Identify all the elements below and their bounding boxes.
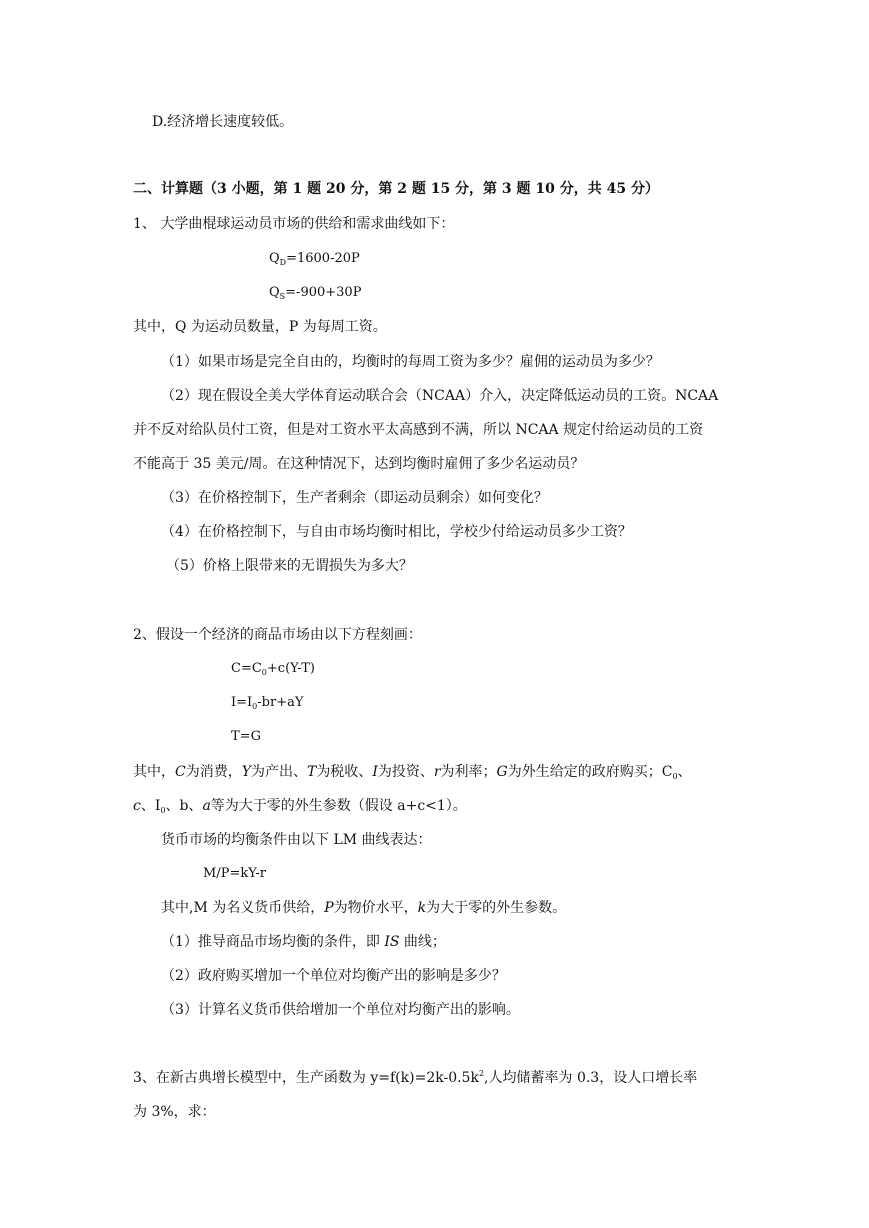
q2-consumption-eq: $C=C_0+c(Y-T)$ xyxy=(231,661,315,677)
q2-part3: （3）计算名义货币供给增加一个单位对均衡产出的影响。 xyxy=(161,1002,520,1018)
q2-tax-eq: T=G xyxy=(231,729,261,744)
option-d: D.经济增长速度较低。 xyxy=(152,114,294,130)
q1-intro: 1、 大学曲棍球运动员市场的供给和需求曲线如下： xyxy=(133,216,455,232)
q1-supply-eq: $Q_S=-900+30P$ xyxy=(269,285,362,301)
q1-part3: （3）在价格控制下，生产者剩余（即运动员剩余）如何变化？ xyxy=(161,490,548,506)
q2-money-market: 货币市场的均衡条件由以下 LM 曲线表达： xyxy=(161,832,432,848)
q2-where-line1: 其中，C为消费，Y为产出、T为税收、I为投资、r为利率；G为外生给定的政府购买；$C_0$、 xyxy=(133,764,692,781)
q2-investment-eq: $I=I_0-br+aY$ xyxy=(231,695,304,711)
q1-part1: （1）如果市场是完全自由的，均衡时的每周工资为多少？雇佣的运动员为多少？ xyxy=(161,354,660,370)
q2-part2: （2）政府购买增加一个单位对均衡产出的影响是多少？ xyxy=(161,968,506,984)
q1-part2-line1: （2）现在假设全美大学体育运动联合会（NCAA）介入，决定降低运动员的工资。NCAA xyxy=(161,388,719,404)
q2-where-line2: c、$I_0$、b、a等为大于零的外生参数（假设 a+c<1）。 xyxy=(133,798,467,815)
q1-part2-line3: 不能高于 35 美元/周。在这种情况下，达到均衡时雇佣了多少名运动员？ xyxy=(133,456,585,472)
q1-where: 其中，Q 为运动员数量，P 为每周工资。 xyxy=(133,319,387,335)
q2-where-line3: 其中,M 为名义货币供给，P为物价水平，k为大于零的外生参数。 xyxy=(161,900,567,916)
section-heading: 二、计算题（3 小题，第 1 题 20 分，第 2 题 15 分，第 3 题 10 分，共 45 分） xyxy=(133,181,660,197)
q1-part5: （5）价格上限带来的无谓损失为多大？ xyxy=(166,558,413,574)
q2-part1: （1）推导商品市场均衡的条件，即 IS 曲线； xyxy=(161,934,446,950)
q1-part4: （4）在价格控制下，与自由市场均衡时相比，学校少付给运动员多少工资？ xyxy=(161,524,632,540)
q2-intro: 2、假设一个经济的商品市场由以下方程刻画： xyxy=(133,627,422,643)
q1-demand-eq: $Q_D=1600-20P$ xyxy=(269,251,360,267)
q3-line2: 为 3%，求： xyxy=(133,1104,216,1120)
q2-lm-eq: M/P=kY-r xyxy=(203,866,266,881)
q3-line1: 3、在新古典增长模型中，生产函数为 $y=f(k)=2k-0.5k^2$,人均储蓄率为 0.3，设人口增长率 xyxy=(133,1069,698,1086)
q1-part2-line2: 并不反对给队员付工资，但是对工资水平太高感到不满，所以 NCAA 规定付给运动员的工资 xyxy=(133,422,704,438)
